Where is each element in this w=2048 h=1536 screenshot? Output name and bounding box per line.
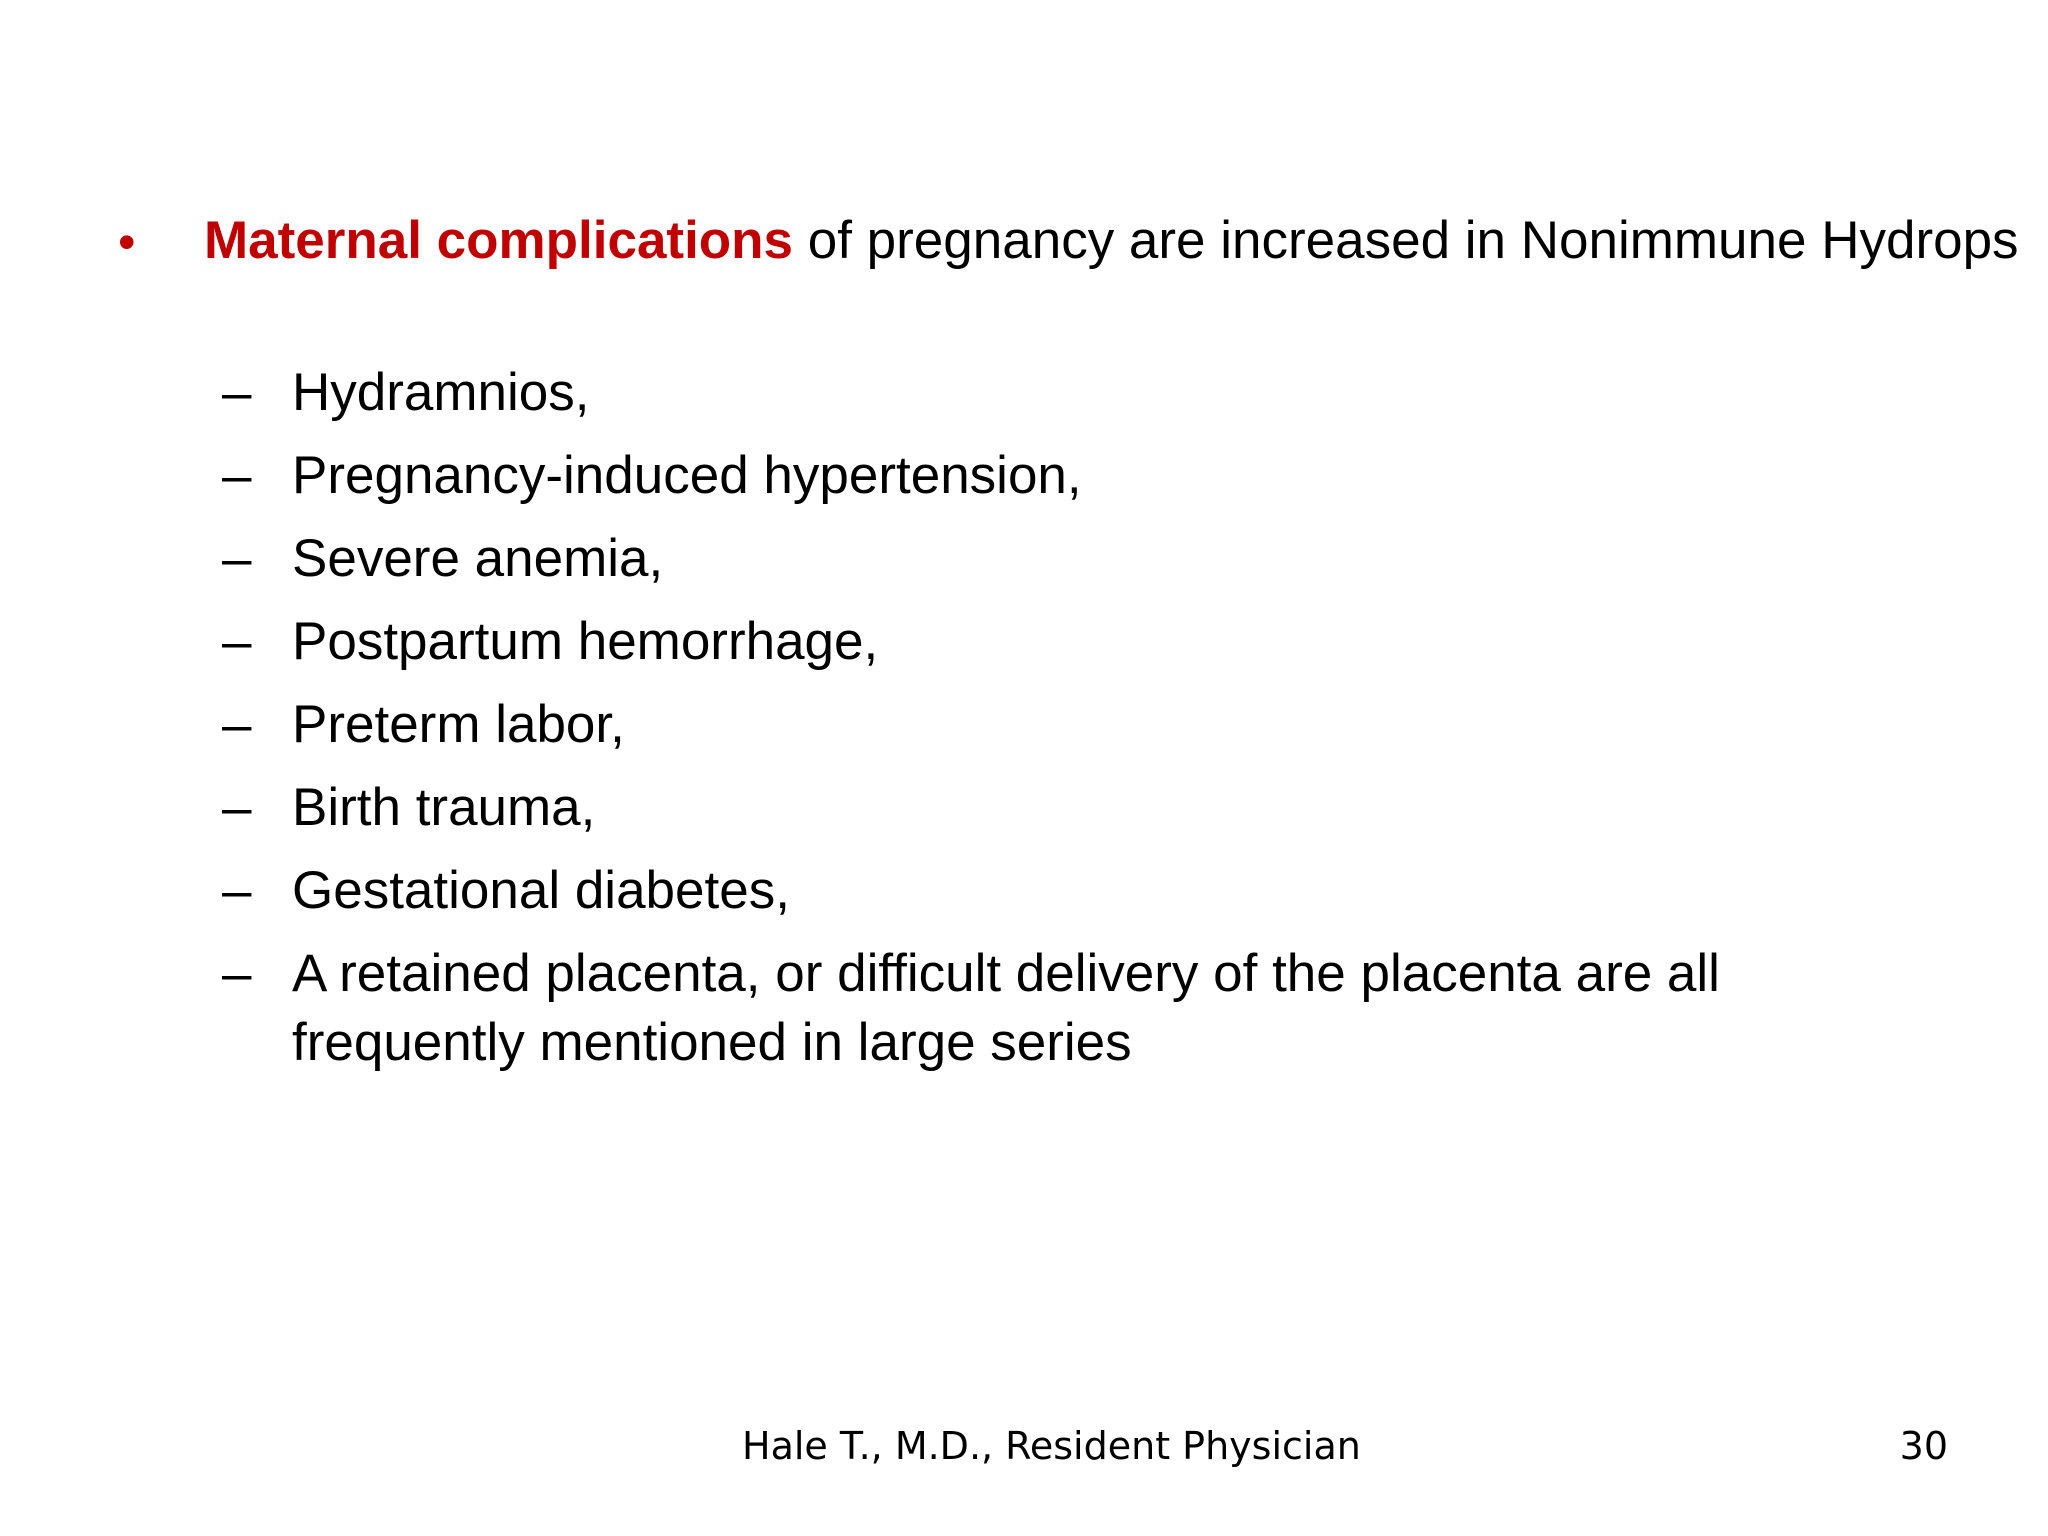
list-item	[222, 524, 1962, 593]
list-item-text: Severe anemia,	[292, 529, 664, 588]
footer-author: Hale T., M.D., Resident Physician	[742, 1424, 1361, 1468]
dash-icon: –	[222, 363, 252, 422]
list-item	[222, 856, 1962, 925]
dash-icon: –	[222, 529, 252, 588]
dash-icon: –	[222, 861, 252, 920]
list-item-text: Postpartum hemorrhage,	[292, 612, 879, 671]
list-item-text: Pregnancy-induced hypertension,	[292, 446, 1082, 505]
list-item-text: Hydramnios,	[292, 363, 590, 422]
bullet-icon: •	[118, 214, 136, 270]
list-item-text: A retained placenta, or difficult delivery of the placenta are all frequently mentioned in large series	[292, 944, 1720, 1072]
list-item	[222, 939, 1962, 1077]
main-bullet-rest: of pregnancy are increased in Nonimmune Hydrops	[793, 211, 2019, 270]
dash-icon: –	[222, 778, 252, 837]
list-item-text: Gestational diabetes,	[292, 861, 790, 920]
page-number: 30	[1899, 1424, 1948, 1468]
list-item	[222, 441, 1962, 510]
dash-icon: –	[222, 695, 252, 754]
list-item-text: Birth trauma,	[292, 778, 596, 837]
dash-icon: –	[222, 446, 252, 505]
list-item	[222, 690, 1962, 759]
main-bullet-text	[204, 206, 2048, 275]
dash-icon: –	[222, 612, 252, 671]
list-item	[222, 773, 1962, 842]
list-item-text: Preterm labor,	[292, 695, 625, 754]
highlighted-phrase: Maternal complications	[204, 211, 794, 270]
dash-icon: –	[222, 944, 252, 1003]
list-item	[222, 358, 1962, 427]
list-item	[222, 607, 1962, 676]
sub-bullet-list	[222, 358, 1962, 1091]
